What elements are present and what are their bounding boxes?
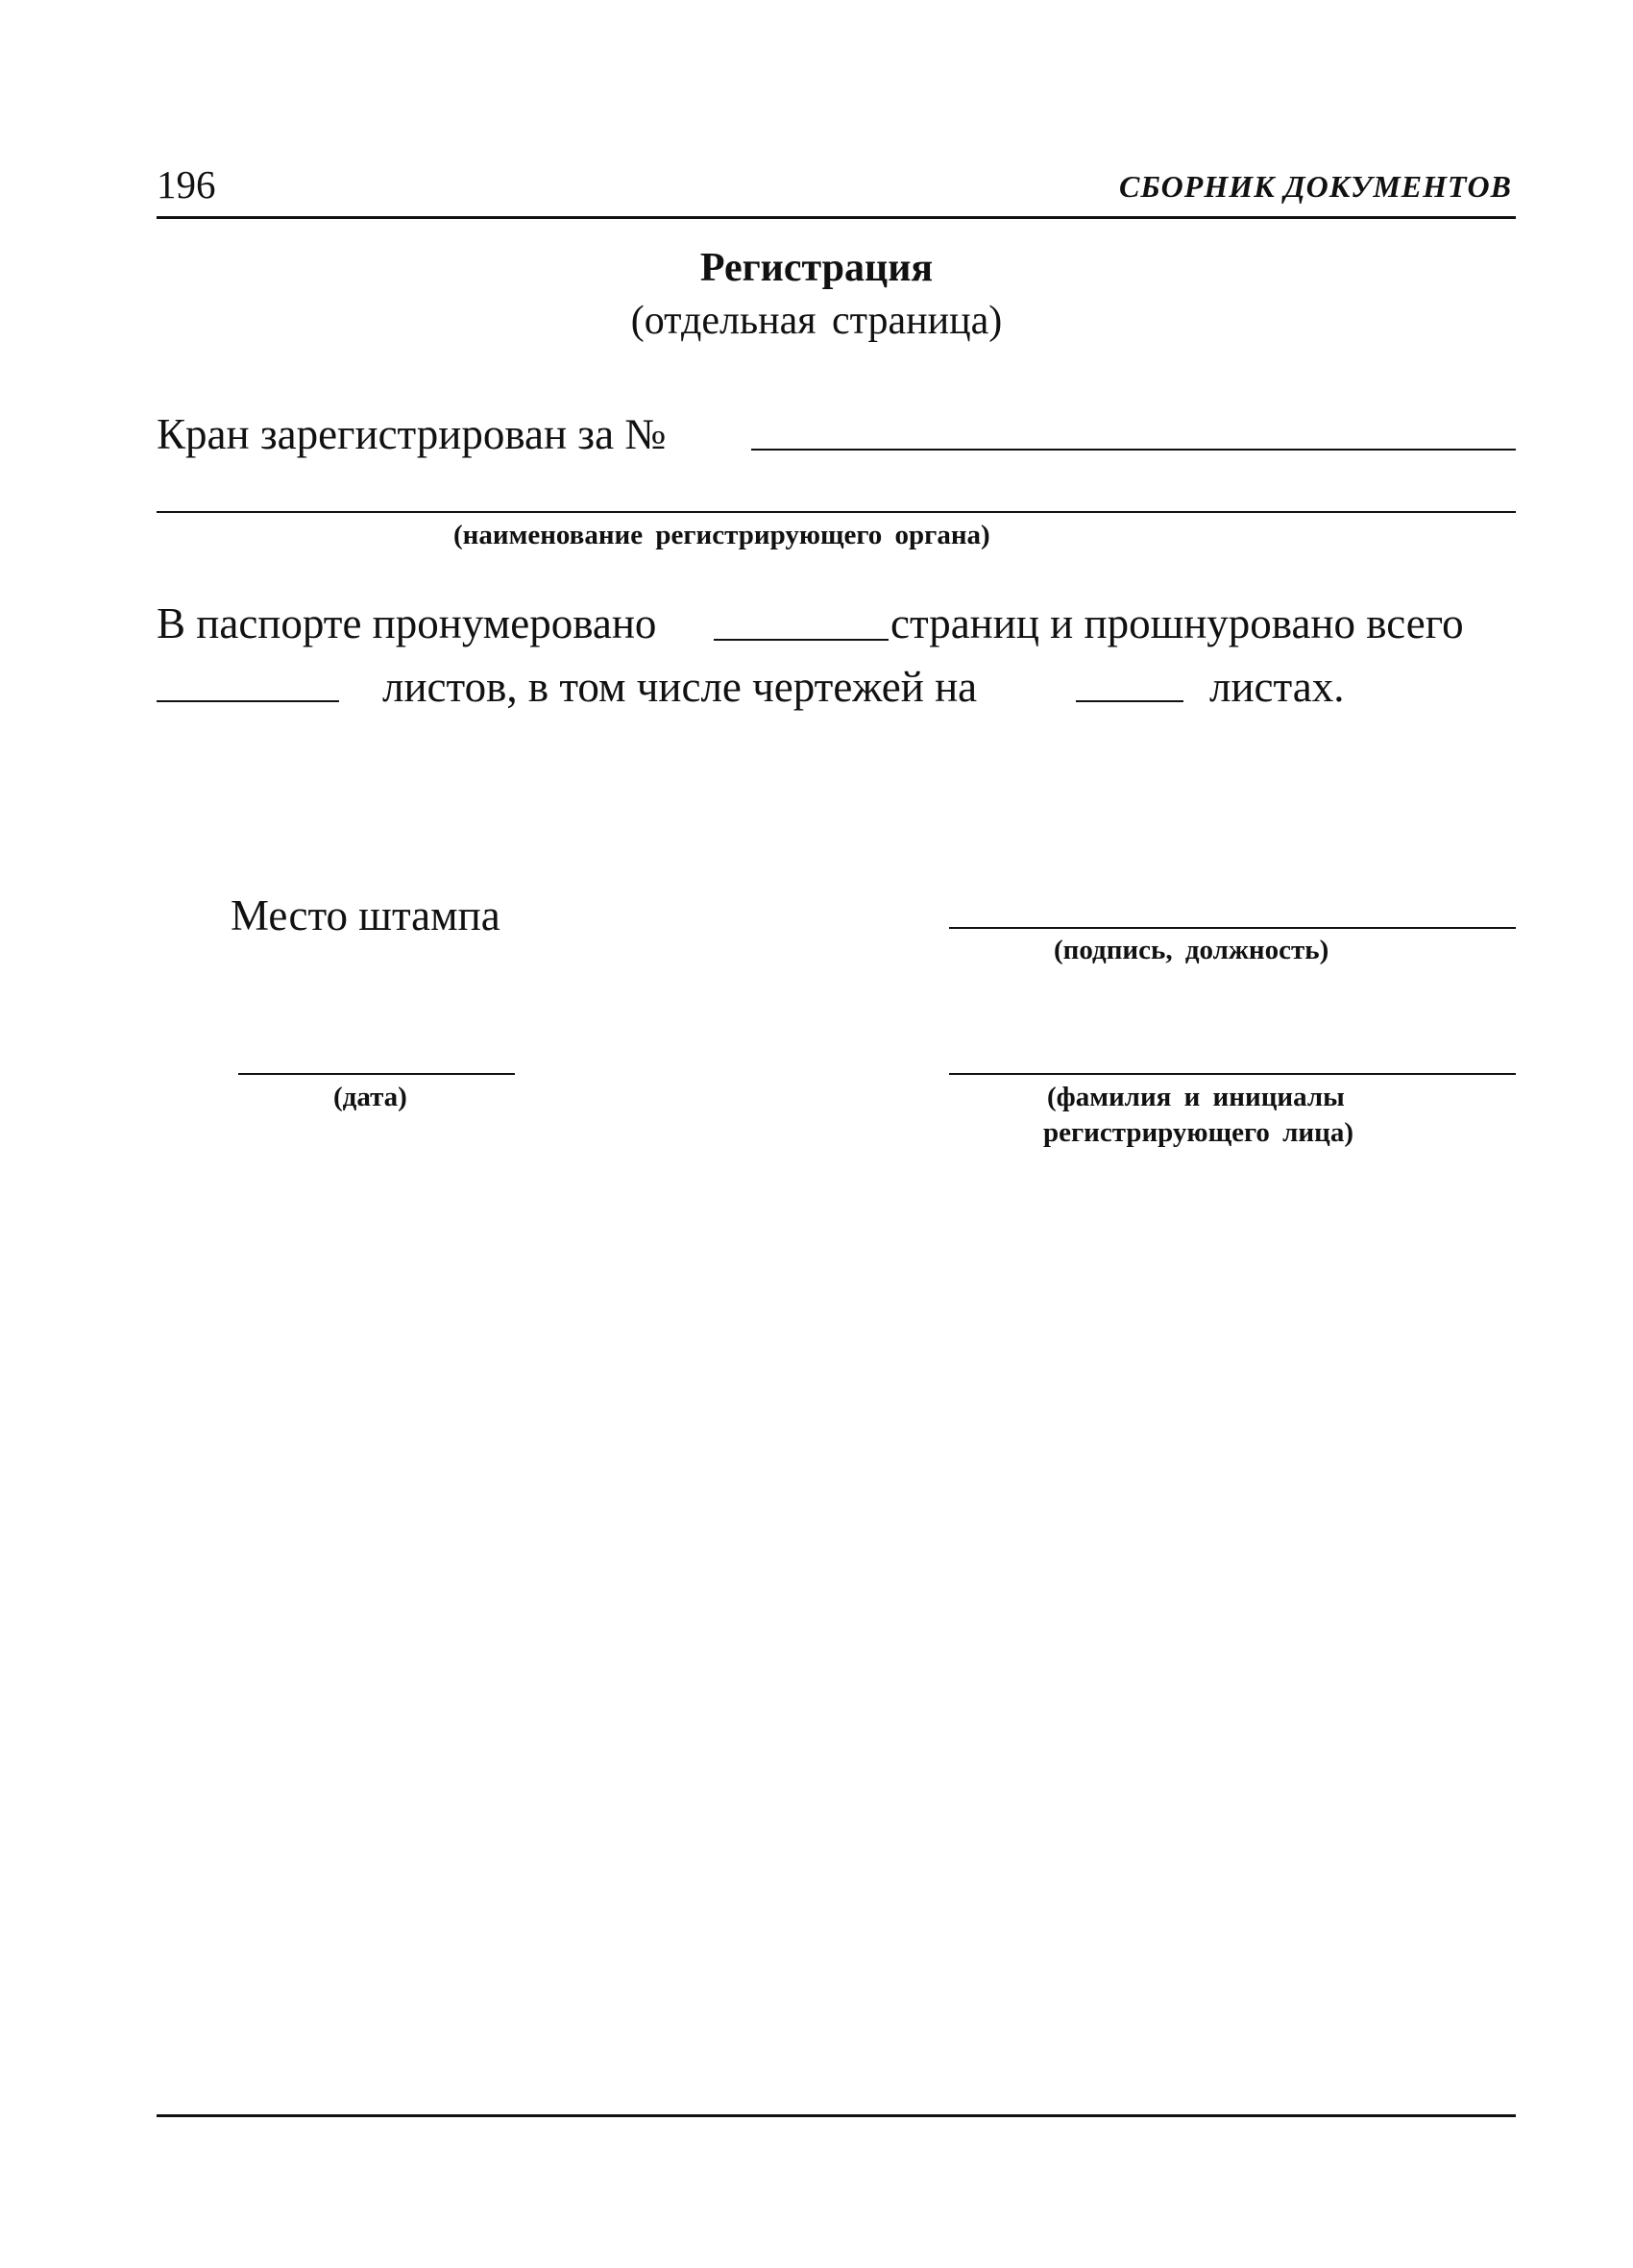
authority-caption: (наименование регистрирующего органа) <box>453 520 990 550</box>
signature-field[interactable] <box>949 927 1516 929</box>
stamp-place-label: Место штампа <box>231 891 500 939</box>
registration-number-field[interactable] <box>751 449 1516 451</box>
registrar-name-caption-line2: регистрирующего лица) <box>1043 1117 1353 1148</box>
drawing-sheets-field[interactable] <box>1076 700 1183 702</box>
footer-rule <box>157 2114 1516 2117</box>
running-title: СБОРНИК ДОКУМЕНТОВ <box>1118 169 1512 204</box>
date-field[interactable] <box>238 1073 515 1075</box>
pages-text-part2: страниц и прошнуровано всего <box>890 599 1464 647</box>
authority-name-field[interactable] <box>157 511 1516 513</box>
page-title: Регистрация <box>699 246 934 290</box>
numbered-pages-field[interactable] <box>714 639 889 641</box>
pages-text-part1: В паспорте пронумеровано <box>157 599 657 647</box>
registrar-name-field[interactable] <box>949 1073 1516 1075</box>
signature-caption: (подпись, должность) <box>1054 935 1329 965</box>
header-rule <box>157 216 1516 219</box>
pages-text-part3: листов, в том числе чертежей на <box>382 663 978 711</box>
pages-text-part4: листах. <box>1209 663 1345 711</box>
page-subtitle: (отдельная страница) <box>630 299 1003 343</box>
registration-label: Кран зарегистрирован за № <box>157 410 667 458</box>
sheets-total-field[interactable] <box>157 700 339 702</box>
registrar-name-caption-line1: (фамилия и инициалы <box>1047 1082 1345 1112</box>
date-caption: (дата) <box>333 1082 407 1112</box>
page-number: 196 <box>157 162 216 207</box>
